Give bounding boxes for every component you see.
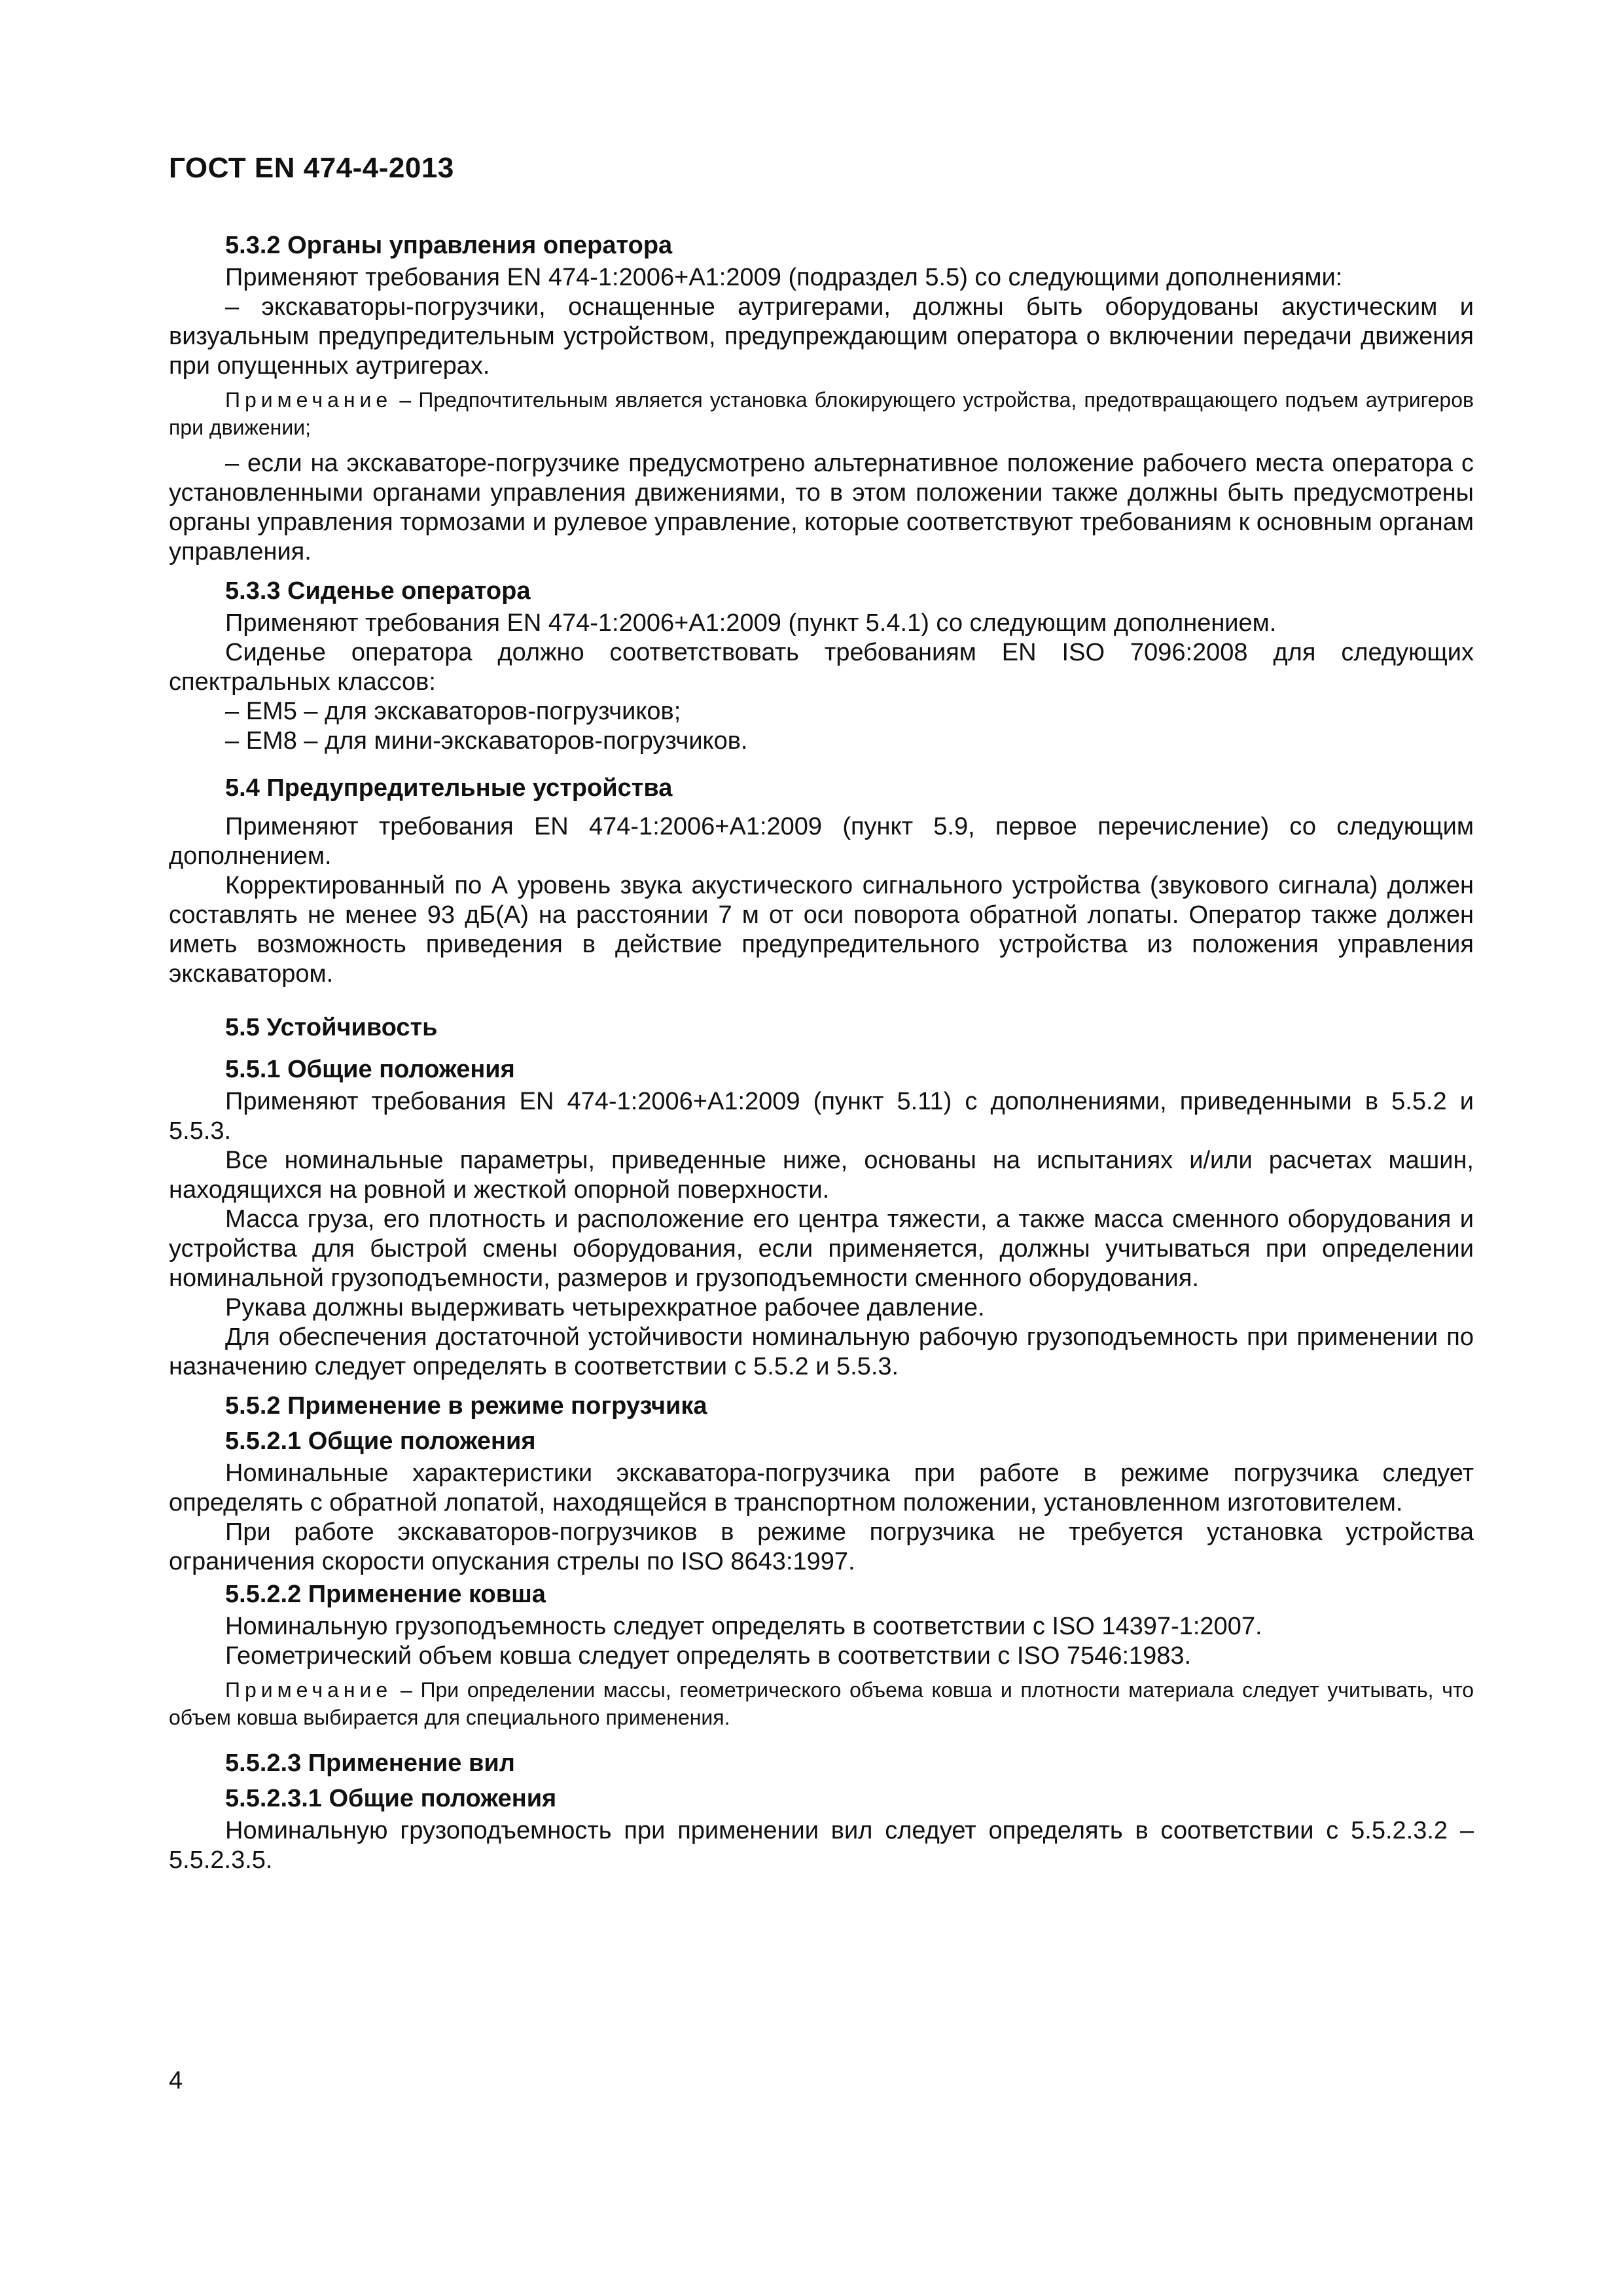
- document-header: ГОСТ EN 474-4-2013: [169, 152, 454, 184]
- note-text: – Предпочтительным является установка блокирующего устройства, предотвращающего подъем аутригеров при движении;: [169, 388, 1474, 439]
- list-item: – EM5 – для экскаваторов-погрузчиков;: [225, 698, 681, 725]
- paragraph: Номинальную грузоподъемность при применении вил следует определять в соответствии с 5.5.2.3.2 – 5.5.2.3.5.: [169, 1817, 1474, 1874]
- section-heading: 5.5.2.3 Применение вил: [225, 1749, 515, 1777]
- section-heading: 5.5.2.3.1 Общие положения: [225, 1785, 557, 1812]
- section-5-5-1: [169, 1052, 1474, 1382]
- note-text: – При определении массы, геометрического объема ковша и плотности материала следует учитывать, что объем ковша выбирается для специального применения.: [169, 1678, 1474, 1729]
- section-5-5-2: [169, 1388, 1474, 1424]
- paragraph: Корректированный по А уровень звука акустического сигнального устройства (звукового сигнала) должен составлять не менее 93 дБ(А) на расстоянии 7 м от оси поворота обратной лопаты. Оператор также должен иметь возможность приведения в действие предупредительного устройства из положения управления экскаватором.: [169, 872, 1474, 988]
- paragraph: Для обеспечения достаточной устойчивости номинальную рабочую грузоподъемность при применении по назначению следует определять в соответствии с 5.5.2 и 5.5.3.: [169, 1323, 1474, 1380]
- note: [169, 386, 1474, 441]
- paragraph: Применяют требования EN 474-1:2006+A1:2009 (пункт 5.9, первое перечисление) со следующим дополнением.: [169, 813, 1474, 870]
- section-5-5: [169, 1010, 1474, 1045]
- paragraph: Применяют требования EN 474-1:2006+A1:2009 (пункт 5.11) с дополнениями, приведенными в 5.5.2 и 5.5.3.: [169, 1088, 1474, 1145]
- section-5-4: [169, 770, 1474, 989]
- section-heading: 5.5.2.2 Применение ковша: [225, 1581, 546, 1608]
- section-5-3-3: [169, 573, 1474, 756]
- paragraph: Номинальные характеристики экскаватора-погрузчика при работе в режиме погрузчика следует определять с обратной лопатой, находящейся в транспортном положении, установленном изготовителем.: [169, 1460, 1474, 1516]
- list-item: – экскаваторы-погрузчики, оснащенные аутригерами, должны быть оборудованы акустическим и визуальным предупредительным устройством, предупреждающим оператора о включении передачи движения при опущенных аутригерах.: [169, 293, 1474, 380]
- section-5-5-2-3: [169, 1746, 1474, 1781]
- section-heading: 5.5.2 Применение в режиме погрузчика: [225, 1392, 707, 1420]
- section-heading: 5.5.2.1 Общие положения: [225, 1427, 536, 1455]
- paragraph: Применяют требования EN 474-1:2006+A1:2009 (подраздел 5.5) со следующими дополнениями:: [225, 264, 1343, 291]
- paragraph: Применяют требования EN 474-1:2006+A1:2009 (пункт 5.4.1) со следующим дополнением.: [225, 609, 1277, 637]
- section-5-5-2-1: [169, 1424, 1474, 1577]
- page-number: 4: [169, 2067, 183, 2094]
- paragraph: Масса груза, его плотность и расположение его центра тяжести, а также масса сменного оборудования и устройства для быстрой смены оборудования, если применяется, должны учитываться при определении номинальной грузоподъемности, размеров и грузоподъемности сменного оборудования.: [169, 1206, 1474, 1292]
- paragraph: Рукава должны выдерживать четырехкратное рабочее давление.: [225, 1294, 985, 1321]
- paragraph: Номинальную грузоподъемность следует определять в соответствии с ISO 14397-1:2007.: [225, 1613, 1262, 1640]
- section-heading: 5.3.2 Органы управления оператора: [225, 232, 673, 259]
- paragraph: Все номинальные параметры, приведенные ниже, основаны на испытаниях и/или расчетах машин, находящихся на ровной и жесткой опорной поверхности.: [169, 1147, 1474, 1204]
- section-heading: 5.5.1 Общие положения: [225, 1056, 515, 1083]
- paragraph: При работе экскаваторов-погрузчиков в режиме погрузчика не требуется установка устройства ограничения скорости опускания стрелы по ISO 8643:1997.: [169, 1518, 1474, 1575]
- section-heading: 5.3.3 Сиденье оператора: [225, 577, 531, 605]
- section-heading: 5.5 Устойчивость: [225, 1014, 438, 1041]
- document-body: [169, 228, 1474, 1875]
- note-label: Примечание: [225, 1678, 393, 1702]
- paragraph: Геометрический объем ковша следует определять в соответствии с ISO 7546:1983.: [225, 1642, 1192, 1670]
- paragraph: Сиденье оператора должно соответствовать требованиям EN ISO 7096:2008 для следующих спектральных классов:: [169, 639, 1474, 696]
- list-item: – EM8 – для мини-экскаваторов-погрузчиков.: [225, 727, 748, 755]
- section-5-5-2-3-1: [169, 1781, 1474, 1875]
- section-5-5-2-2: [169, 1577, 1474, 1731]
- list-item: – если на экскаваторе-погрузчике предусмотрено альтернативное положение рабочего места оператора с установленными органами управления движениями, то в этом положении также должны быть предусмотрены органы управления тормозами и рулевое управление, которые соответствуют требованиям к основным органам управления.: [169, 450, 1474, 565]
- note: [169, 1676, 1474, 1731]
- section-heading: 5.4 Предупредительные устройства: [225, 774, 673, 802]
- note-label: Примечание: [225, 388, 393, 412]
- section-5-3-2: [169, 228, 1474, 567]
